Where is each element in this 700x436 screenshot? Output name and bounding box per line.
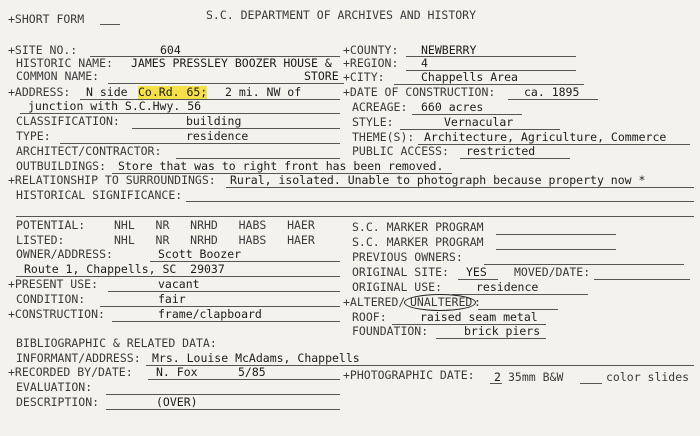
unaltered-option: UNALTERED [410,295,473,309]
original-use-value: residence [476,280,539,294]
owner-address: Route 1, Chappells, SC 29037 [24,262,225,276]
acreage-value: 660 acres [421,100,484,114]
photo-bw-label: 35mm B&W [508,370,564,384]
style-label: STYLE: [352,115,394,129]
site-no-label: +SITE NO.: [8,43,78,57]
recorded-label: +RECORDED BY/DATE: [8,365,133,379]
biblio-label: BIBLIOGRAPHIC & RELATED DATA: [16,336,217,350]
region-value: 4 [421,56,428,70]
original-site-value: YES [466,265,487,279]
relationship-label: +RELATIONSHIP TO SURROUNDINGS: [8,173,216,187]
condition-label: CONDITION: [16,292,86,306]
significance-line [186,201,694,202]
significance-label: HISTORICAL SIGNIFICANCE: [16,188,183,202]
owner-name: Scott Boozer [158,247,242,261]
site-no-value: 604 [160,43,181,57]
foundation-value: brick piers [464,324,541,338]
architect-label: ARCHITECT/CONTRACTOR: [16,144,162,158]
significance-line-2 [16,216,694,217]
potential-label: POTENTIAL: [16,218,86,232]
altered-label: +ALTERED/ [343,295,406,309]
region-label: +REGION: [343,56,399,70]
public-access-value: restricted [466,144,536,158]
type-label: TYPE: [16,129,51,143]
construction-value: frame/clapboard [158,307,262,321]
common-name-label: COMMON NAME: [16,69,100,83]
historic-name-value: JAMES PRESSLEY BOOZER HOUSE & [131,56,332,70]
county-value: NEWBERRY [421,43,477,57]
present-use-value: vacant [158,277,200,291]
moved-date-label: MOVED/DATE: [514,265,591,279]
marker-program-1: S.C. MARKER PROGRAM [352,220,484,234]
common-name-value: STORE [304,69,339,83]
listed-label: LISTED: [16,233,65,247]
listed-options: NHL NR NRHD HABS HAER [114,233,315,247]
city-label: +CITY: [343,70,385,84]
original-use-line [452,294,588,295]
common-name-line [108,83,344,84]
original-site-label: ORIGINAL SITE: [352,265,449,279]
informant-label: INFORMANT/ADDRESS: [16,351,141,365]
themes-label: THEME(S): [352,130,415,144]
informant-line [146,365,694,366]
present-use-line [108,291,340,292]
evaluation-label: EVALUATION: [16,380,93,394]
original-use-label: ORIGINAL USE: [352,280,443,294]
address-highlight: Co.Rd. 65; [138,85,208,99]
foundation-line [436,338,546,339]
public-access-line [460,158,570,159]
recorded-date: 5/85 [238,365,266,379]
type-value: residence [186,129,249,143]
address-label: +ADDRESS: [8,85,71,99]
outbuildings-label: OUTBUILDINGS: [16,159,107,173]
style-value: Vernacular [444,115,514,129]
recorded-line [148,379,340,380]
description-line [106,409,340,410]
historic-name-label: HISTORIC NAME: [16,56,113,70]
foundation-label: FOUNDATION: [352,324,429,338]
date-line [508,99,598,100]
themes-value: Architecture, Agriculture, Commerce [424,130,667,144]
potential-options: NHL NR NRHD HABS HAER [114,218,315,232]
photo-count: 2 [494,370,501,384]
unaltered-circle-mark [404,294,476,311]
roof-value: raised seam metal [420,310,538,324]
address-part-c: junction with S.C.Hwy. 56 [28,99,202,113]
informant-value: Mrs. Louise McAdams, Chappells [152,351,360,365]
outbuildings-value: Store that was to right front has been removed. [118,159,444,173]
public-access-label: PUBLIC ACCESS: [352,144,449,158]
construction-line [112,321,340,322]
photo-color-label: color slides [606,370,690,384]
address-part-b: 2 mi. NW of [225,85,302,99]
present-use-label: +PRESENT USE: [8,277,99,291]
condition-value: fair [158,292,186,306]
date-label: +DATE OF CONSTRUCTION: [343,85,496,99]
marker-line-1 [496,234,616,235]
short-form-label: +SHORT FORM [8,12,85,26]
address-part-a: N side [86,85,128,99]
relationship-line [226,187,694,188]
description-value: (OVER) [156,395,198,409]
roof-label: ROOF: [352,310,387,324]
owner-label: OWNER/ADDRESS: [16,247,113,261]
marker-line-2 [496,249,616,250]
relationship-value: Rural, isolated. Unable to photograph because property now * [230,173,646,187]
marker-program-2: S.C. MARKER PROGRAM [352,235,484,249]
photo-count-line [490,383,502,384]
date-value: ca. 1895 [524,85,580,99]
recorded-value: N. Fox [156,365,198,379]
description-label: DESCRIPTION: [16,395,100,409]
photo-date-label: +PHOTOGRAPHIC DATE: [343,368,475,382]
county-line [406,56,576,57]
construction-label: +CONSTRUCTION: [8,307,105,321]
altered-colon: : [474,295,481,309]
acreage-label: ACREAGE: [352,100,408,114]
county-label: +COUNTY: [343,43,399,57]
evaluation-line [106,394,340,395]
photo-color-blank [580,383,602,384]
classification-value: building [186,114,242,128]
themes-line [418,144,690,145]
classification-label: CLASSIFICATION: [16,114,120,128]
moved-date-line [594,279,690,280]
short-form-blank [100,24,120,25]
previous-owners-label: PREVIOUS OWNERS: [352,250,463,264]
city-value: Chappells Area [421,70,518,84]
department-title: S.C. DEPARTMENT OF ARCHIVES AND HISTORY [206,8,477,22]
